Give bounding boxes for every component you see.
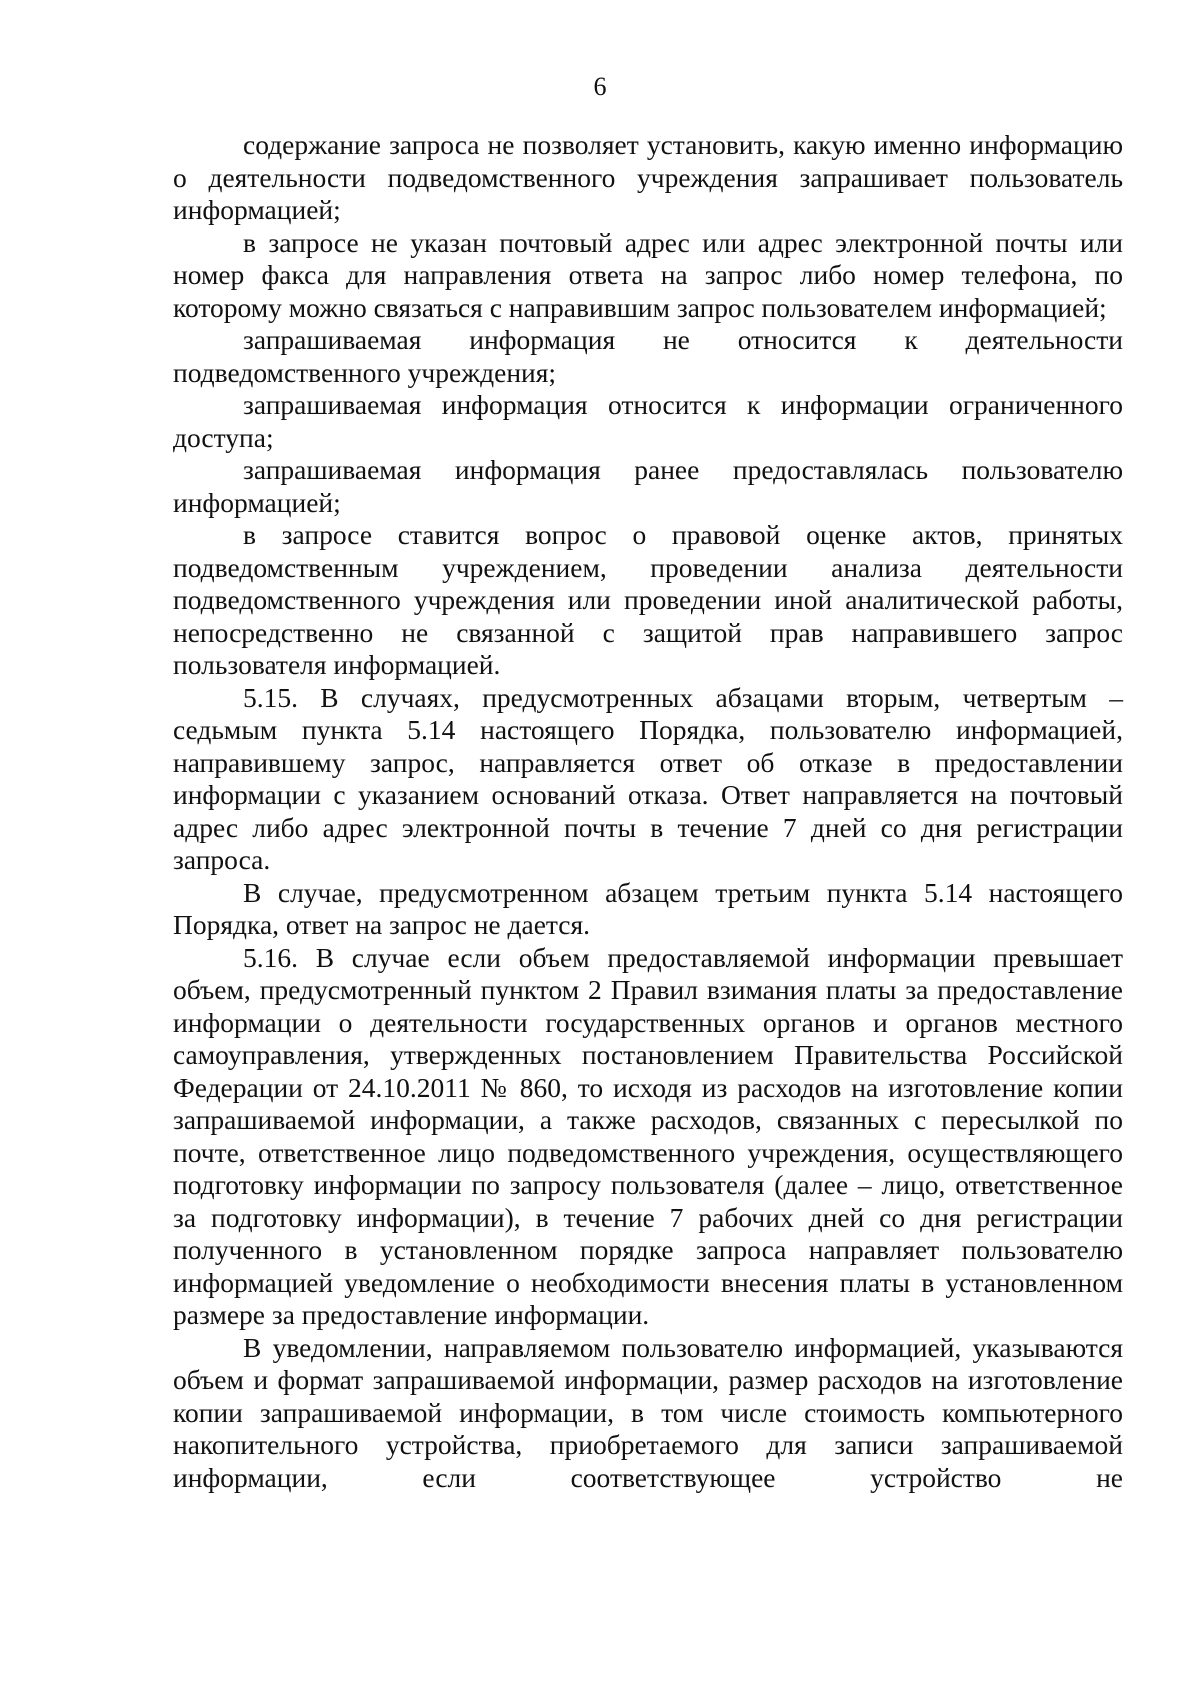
page-number: 6 [593, 72, 607, 101]
paragraph-continued: В уведомлении, направляемом пользователю информацией, указываются объем и формат запрашиваемой информации, размер расходов на изготовление копии запрашиваемой информации, в том числе стоимость компьютерного накопительного устройства, приобретаемого для записи запрашиваемой информации, если соответствующее устройство не [173, 1331, 1123, 1493]
paragraph: содержание запроса не позволяет установить, какую именно информацию о деятельности подведомственного учреждения запрашивает пользователь информацией; [173, 129, 1123, 225]
paragraph: в запросе не указан почтовый адрес или адрес электронной почты или номер факса для направления ответа на запрос либо номер телефона, по которому можно связаться с направившим запрос пользователем информацией; [173, 226, 1123, 323]
paragraph: запрашиваемая информация не относится к деятельности подведомственного учреждения; [173, 324, 1123, 388]
paragraph: в запросе ставится вопрос о правовой оценке актов, принятых подведомственным учреждением, проведении анализа деятельности подведомственного учреждения или проведении иной аналитической работы, непосредственно не связанной с защитой прав направившего запрос пользователя информацией. [173, 519, 1123, 680]
paragraph: запрашиваемая информация ранее предоставлялась пользователю информацией; [173, 454, 1123, 518]
paragraph: запрашиваемая информация относится к информации ограниченного доступа; [173, 389, 1123, 453]
paragraph-5-15: 5.15. В случаях, предусмотренных абзацами вторым, четвертым – седьмым пункта 5.14 настоящего Порядка, пользователю информацией, направившему запрос, направляется ответ об отказе в предоставлении информации с указанием оснований отказа. Ответ направляется на почтовый адрес либо адрес электронной почты в течение 7 дней со дня регистрации запроса. [173, 681, 1123, 875]
paragraph: В случае, предусмотренном абзацем третьим пункта 5.14 настоящего Порядка, ответ на запрос не дается. [173, 876, 1123, 940]
document-body [173, 129, 1123, 1494]
paragraph-5-16: 5.16. В случае если объем предоставляемой информации превышает объем, предусмотренный пунктом 2 Правил взимания платы за предоставление информации о деятельности государственных органов и органов местного самоуправления, утвержденных постановлением Правительства Российской Федерации от 24.10.2011 № 860, то исходя из расходов на изготовление копии запрашиваемой информации, а также расходов, связанных с пересылкой по почте, ответственное лицо подведомственного учреждения, осуществляющего подготовку информации по запросу пользователя (далее – лицо, ответственное за подготовку информации), в течение 7 рабочих дней со дня регистрации полученного в установленном порядке запроса направляет пользователю информацией уведомление о необходимости внесения платы в установленном размере за предоставление информации. [173, 941, 1123, 1330]
